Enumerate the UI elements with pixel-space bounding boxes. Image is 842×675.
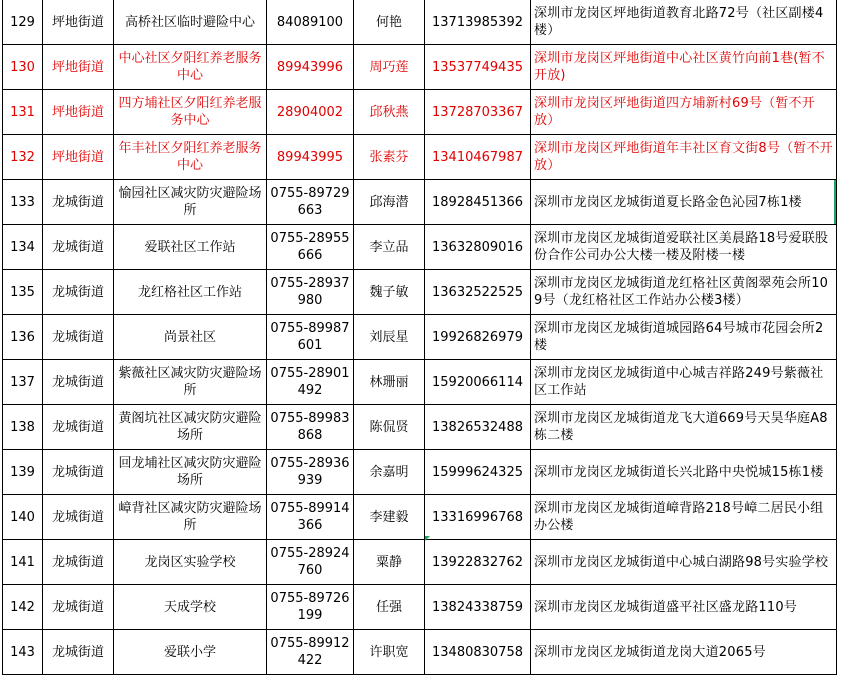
contact-cell[interactable]: 邱秋燕: [354, 90, 425, 135]
table-row: [3, 90, 837, 135]
row-number-cell[interactable]: 137: [3, 360, 43, 405]
phone-cell[interactable]: 0755-28924760: [267, 540, 354, 585]
address-cell[interactable]: 深圳市龙岗区龙城街道爱联社区美晨路18号爱联股份合作公司办公大楼一楼及附楼一楼: [531, 225, 837, 270]
contact-cell[interactable]: 何艳: [354, 0, 425, 45]
phone-cell[interactable]: 0755-28936939: [267, 450, 354, 495]
row-number-cell[interactable]: 143: [3, 630, 43, 675]
contact-cell[interactable]: 林珊丽: [354, 360, 425, 405]
site-name-cell[interactable]: 中心社区夕阳红养老服务中心: [114, 45, 267, 90]
row-number-cell[interactable]: 134: [3, 225, 43, 270]
address-cell[interactable]: 深圳市龙岗区龙城街道中心城吉祥路249号紫薇社区工作站: [531, 360, 837, 405]
mobile-cell[interactable]: 18928451366: [425, 180, 531, 225]
contact-cell[interactable]: 魏子敏: [354, 270, 425, 315]
mobile-cell[interactable]: 13824338759: [425, 585, 531, 630]
table-row: [3, 450, 837, 495]
address-cell[interactable]: 深圳市龙岗区坪地街道教育北路72号（社区副楼4楼）: [531, 0, 837, 45]
contact-cell[interactable]: 张素芬: [354, 135, 425, 180]
site-name-cell[interactable]: 爱联小学: [114, 630, 267, 675]
mobile-cell[interactable]: 13922832762: [425, 540, 531, 585]
mobile-cell[interactable]: 13713985392: [425, 0, 531, 45]
contact-cell[interactable]: 李建毅: [354, 495, 425, 540]
shelter-table: [2, 0, 837, 675]
table-row: [3, 495, 837, 540]
phone-cell[interactable]: 0755-89987601: [267, 315, 354, 360]
address-cell[interactable]: 深圳市龙岗区龙城街道龙飞大道669号天昊华庭A8栋二楼: [531, 405, 837, 450]
comment-indicator: [425, 536, 430, 541]
address-cell[interactable]: 深圳市龙岗区龙城街道夏长路金色沁园7栋1楼: [531, 180, 837, 225]
address-cell[interactable]: 深圳市龙岗区龙城街道龙红格社区黄阁翠苑会所109号（龙红格社区工作站办公楼3楼）: [531, 270, 837, 315]
row-number-cell[interactable]: 141: [3, 540, 43, 585]
row-number-cell[interactable]: 139: [3, 450, 43, 495]
table-row: [3, 135, 837, 180]
site-name-cell[interactable]: 尚景社区: [114, 315, 267, 360]
site-name-cell[interactable]: 天成学校: [114, 585, 267, 630]
contact-cell[interactable]: 刘辰星: [354, 315, 425, 360]
table-row: [3, 0, 837, 45]
row-number-cell[interactable]: 131: [3, 90, 43, 135]
site-name-cell[interactable]: 嶂背社区减灾防灾避险场所: [114, 495, 267, 540]
site-name-cell[interactable]: 紫薇社区减灾防灾避险场所: [114, 360, 267, 405]
street-cell[interactable]: 坪地街道: [43, 90, 114, 135]
table-row: [3, 585, 837, 630]
row-number-cell[interactable]: 142: [3, 585, 43, 630]
address-cell[interactable]: 深圳市龙岗区坪地街道年丰社区育文街8号（暂不开放）: [531, 135, 837, 180]
phone-cell[interactable]: 28904002: [267, 90, 354, 135]
mobile-cell[interactable]: 13632522525: [425, 270, 531, 315]
row-number-cell[interactable]: 129: [3, 0, 43, 45]
site-name-cell[interactable]: 爱联社区工作站: [114, 225, 267, 270]
contact-cell[interactable]: 任强: [354, 585, 425, 630]
street-cell[interactable]: 龙城街道: [43, 405, 114, 450]
row-number-cell[interactable]: 140: [3, 495, 43, 540]
address-cell[interactable]: 深圳市龙岗区龙城街道长兴北路中央悦城15栋1楼: [531, 450, 837, 495]
address-cell[interactable]: 深圳市龙岗区龙城街道嶂背路218号嶂二居民小组办公楼: [531, 495, 837, 540]
mobile-cell[interactable]: 13316996768: [425, 495, 531, 540]
address-cell[interactable]: 深圳市龙岗区坪地街道中心社区黄竹向前1巷(暂不开放): [531, 45, 837, 90]
site-name-cell[interactable]: 四方埔社区夕阳红养老服务中心: [114, 90, 267, 135]
contact-cell[interactable]: 许职宽: [354, 630, 425, 675]
street-cell[interactable]: 坪地街道: [43, 45, 114, 90]
site-name-cell[interactable]: 龙红格社区工作站: [114, 270, 267, 315]
phone-cell[interactable]: 0755-89729663: [267, 180, 354, 225]
phone-cell[interactable]: 0755-28955666: [267, 225, 354, 270]
site-name-cell[interactable]: 黄阁坑社区减灾防灾避险场所: [114, 405, 267, 450]
site-name-cell[interactable]: 回龙埔社区减灾防灾避险场所: [114, 450, 267, 495]
table-row: [3, 180, 837, 225]
mobile-cell[interactable]: 19926826979: [425, 315, 531, 360]
phone-cell[interactable]: 89943996: [267, 45, 354, 90]
table-row: [3, 45, 837, 90]
phone-cell[interactable]: 0755-89726199: [267, 585, 354, 630]
table-row: [3, 360, 837, 405]
row-number-cell[interactable]: 135: [3, 270, 43, 315]
site-name-cell[interactable]: 高桥社区临时避险中心: [114, 0, 267, 45]
phone-cell[interactable]: 0755-28901492: [267, 360, 354, 405]
street-cell[interactable]: 龙城街道: [43, 495, 114, 540]
row-number-cell[interactable]: 132: [3, 135, 43, 180]
street-cell[interactable]: 龙城街道: [43, 270, 114, 315]
row-number-cell[interactable]: 138: [3, 405, 43, 450]
mobile-cell[interactable]: 13728703367: [425, 90, 531, 135]
phone-cell[interactable]: 0755-28937980: [267, 270, 354, 315]
contact-cell[interactable]: 粟静: [354, 540, 425, 585]
contact-cell[interactable]: 周巧莲: [354, 45, 425, 90]
address-cell[interactable]: 深圳市龙岗区龙城街道中心城白湖路98号实验学校: [531, 540, 837, 585]
street-cell[interactable]: 龙城街道: [43, 540, 114, 585]
site-name-cell[interactable]: 年丰社区夕阳红养老服务中心: [114, 135, 267, 180]
contact-cell[interactable]: 李立品: [354, 225, 425, 270]
mobile-cell[interactable]: 15999624325: [425, 450, 531, 495]
table-row: [3, 315, 837, 360]
row-number-cell[interactable]: 130: [3, 45, 43, 90]
phone-cell[interactable]: 84089100: [267, 0, 354, 45]
row-number-cell[interactable]: 133: [3, 180, 43, 225]
table-row: [3, 225, 837, 270]
address-cell[interactable]: 深圳市龙岗区龙城街道城园路64号城市花园会所2楼: [531, 315, 837, 360]
street-cell[interactable]: 龙城街道: [43, 360, 114, 405]
site-name-cell[interactable]: 愉园社区减灾防灾避险场所: [114, 180, 267, 225]
phone-cell[interactable]: 0755-89983868: [267, 405, 354, 450]
table-row: [3, 405, 837, 450]
address-cell[interactable]: 深圳市龙岗区坪地街道四方埔新村69号（暂不开放）: [531, 90, 837, 135]
street-cell[interactable]: 坪地街道: [43, 0, 114, 45]
mobile-cell[interactable]: 13537749435: [425, 45, 531, 90]
street-cell[interactable]: 龙城街道: [43, 585, 114, 630]
street-cell[interactable]: 龙城街道: [43, 630, 114, 675]
mobile-cell[interactable]: 13632809016: [425, 225, 531, 270]
street-cell[interactable]: 龙城街道: [43, 225, 114, 270]
phone-cell[interactable]: 89943995: [267, 135, 354, 180]
table-body: [3, 0, 837, 675]
mobile-cell[interactable]: 13410467987: [425, 135, 531, 180]
site-name-cell[interactable]: 龙岗区实验学校: [114, 540, 267, 585]
address-cell[interactable]: 深圳市龙岗区龙城街道盛平社区盛龙路110号: [531, 585, 837, 630]
contact-cell[interactable]: 余嘉明: [354, 450, 425, 495]
mobile-cell[interactable]: 15920066114: [425, 360, 531, 405]
table-row: [3, 540, 837, 585]
table-row: [3, 270, 837, 315]
address-cell[interactable]: 深圳市龙岗区龙城街道龙岗大道2065号: [531, 630, 837, 675]
contact-cell[interactable]: 陈侃贤: [354, 405, 425, 450]
street-cell[interactable]: 龙城街道: [43, 450, 114, 495]
street-cell[interactable]: 龙城街道: [43, 315, 114, 360]
contact-cell[interactable]: 邱海潜: [354, 180, 425, 225]
street-cell[interactable]: 龙城街道: [43, 180, 114, 225]
mobile-cell[interactable]: 13480830758: [425, 630, 531, 675]
phone-cell[interactable]: 0755-89914366: [267, 495, 354, 540]
table-row: [3, 630, 837, 675]
phone-cell[interactable]: 0755-89912422: [267, 630, 354, 675]
mobile-cell[interactable]: 13826532488: [425, 405, 531, 450]
row-number-cell[interactable]: 136: [3, 315, 43, 360]
street-cell[interactable]: 坪地街道: [43, 135, 114, 180]
